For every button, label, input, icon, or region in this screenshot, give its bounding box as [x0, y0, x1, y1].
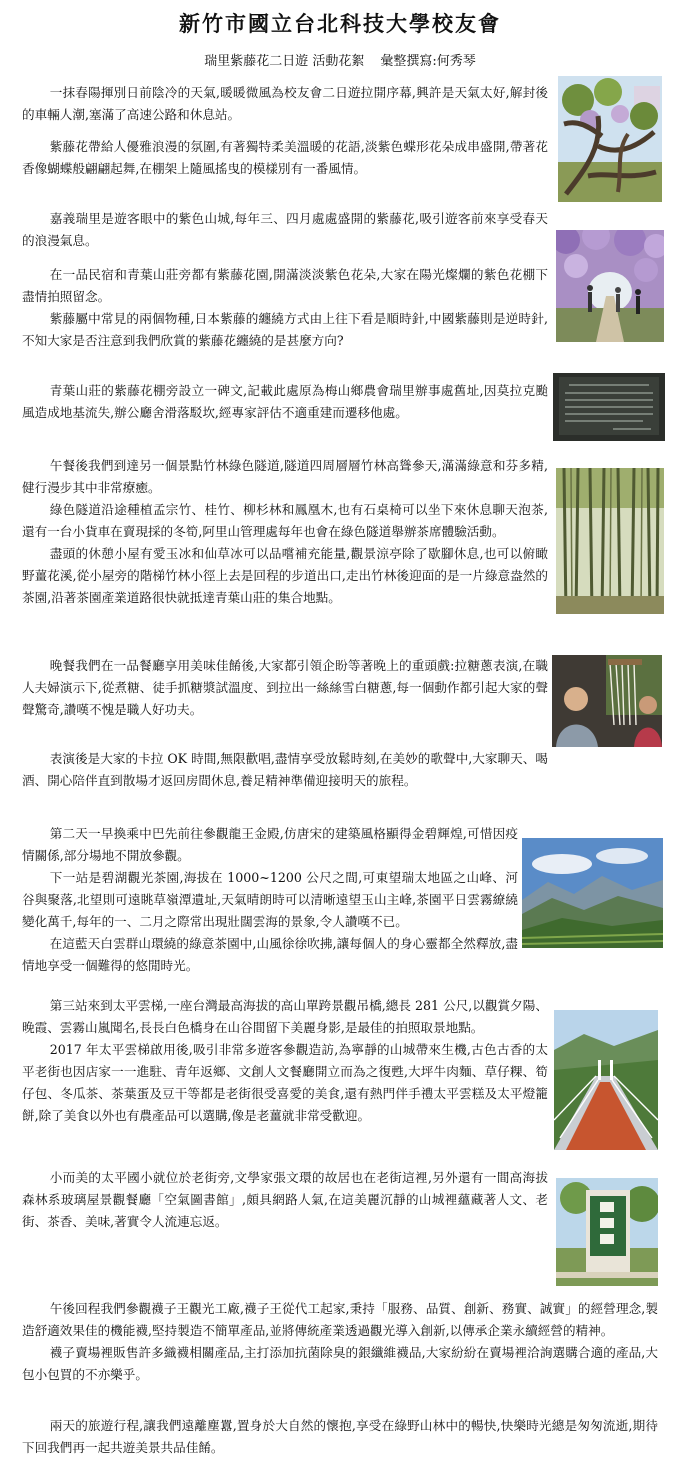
- paragraph: 午餐後我們到達另一個景點竹林綠色隧道,隧道四周層層竹林高聳參天,滿滿綠意和芬多精,健行漫步其中非常療癒。: [22, 458, 548, 495]
- wisteria-tunnel-photo: [556, 230, 664, 342]
- paragraph: 兩天的旅遊行程,讓我們遠離塵囂,置身於大自然的懷抱,享受在綠野山林中的暢快,快樂時光總是匆匆流逝,期待下回我們再一起共遊美景共品佳餚。: [22, 1418, 658, 1455]
- paragraph: 嘉義瑞里是遊客眼中的紫色山城,每年三、四月處處盛開的紫藤花,吸引遊客前來享受春天的浪漫氣息。: [22, 211, 548, 248]
- text-block: [22, 995, 548, 1127]
- text-block: [22, 380, 548, 424]
- paragraph: 下一站是碧湖觀光茶園,海拔在 1000~1200 公尺之間,可東望瑞太地區之山峰、河谷與聚落,北望則可遠眺草嶺潭遺址,天氣晴朗時可以清晰遠望玉山主峰,茶園平日雲霧繚繞變化萬千,每年的一、二月之際常出現壯闊雲海的景象,令人讚嘆不已。: [22, 870, 518, 929]
- text-block: [22, 82, 548, 126]
- page-title: 新竹市國立台北科技大學校友會: [179, 11, 501, 36]
- text-block: [22, 455, 548, 609]
- text-block: [22, 1298, 658, 1386]
- tea-garden-mountain-photo: [522, 838, 663, 948]
- author-credit: 彙整撰寫:何秀琴: [380, 54, 476, 69]
- text-block: [22, 208, 548, 252]
- paragraph: 晚餐我們在一品餐廳享用美味佳餚後,大家都引領企盼等著晚上的重頭戲:拉糖蔥表演,在職人夫婦演示下,從煮糖、徒手抓糖漿試溫度、到拉出一絲絲雪白糖蔥,每一個動作都引起大家的聲聲驚奇,讚嘆不愧是職人好功夫。: [22, 658, 548, 717]
- text-block: [22, 655, 548, 721]
- paragraph: 襪子賣場裡販售許多織襪相關產品,主打添加抗菌除臭的銀纖維襪品,大家紛紛在賣場裡洽詢選購合適的產品,大包小包買的不亦樂乎。: [22, 1345, 658, 1382]
- text-block: [22, 136, 548, 180]
- paragraph: 在這藍天白雲群山環繞的綠意茶園中,山風徐徐吹拂,讓每個人的身心靈都全然釋放,盡情地享受一個難得的悠閒時光。: [22, 936, 518, 973]
- paragraph: 第二天一早換乘中巴先前往參觀龍王金殿,仿唐宋的建築風格顯得金碧輝煌,可惜因疫情關係,部分場地不開放參觀。: [22, 826, 518, 863]
- paragraph: 表演後是大家的卡拉 OK 時間,無限歡唱,盡情享受放鬆時刻,在美妙的歌聲中,大家聊天、喝酒、開心陪伴直到散場才返回房間休息,養足精神準備迎接明天的旅程。: [22, 751, 548, 788]
- paragraph: 第三站來到太平雲梯,一座台灣最高海拔的高山單跨景觀吊橋,總長 281 公尺,以觀賞夕陽、晚霞、雲霧山嵐聞名,長長白色橋身在山谷間留下美麗身影,是最佳的拍照取景地點。: [22, 998, 548, 1035]
- article-title: 瑞里紫藤花二日遊 活動花絮: [204, 54, 365, 69]
- paragraph: 小而美的太平國小就位於老街旁,文學家張文環的故居也在老街這裡,另外還有一間高海拔森林系玻璃屋景觀餐廳「空氣圖書館」,頗具網路人氣,在這美麗沉靜的山城裡蘊藏著人文、老街、茶香、美味,著實令人流連忘返。: [22, 1170, 548, 1229]
- bamboo-forest-photo: [556, 468, 664, 614]
- paragraph: 一抹春陽揮別日前陰冷的天氣,暖暖微風為校友會二日遊拉開序幕,興許是天氣太好,解封後的車輛人潮,塞滿了高速公路和休息站。: [22, 85, 548, 122]
- paragraph: 綠色隧道沿途種植孟宗竹、桂竹、柳杉林和鳳凰木,也有石桌椅可以坐下來休息聊天泡茶,還有一台小貨車在賣現採的冬筍,阿里山管理處每年也會在綠色隧道舉辦茶席體驗活動。: [22, 502, 548, 539]
- text-block: [22, 1415, 658, 1459]
- paragraph: 盡頭的休憩小屋有愛玉冰和仙草冰可以品嚐補充能量,觀景涼亭除了歇腳休息,也可以俯瞰野薑花溪,從小屋旁的階梯竹林小徑上去是回程的步道出口,走出竹林後迎面的是一片綠意盎然的茶園,沿著茶園產業道路很快就抵達青葉山莊的集合地點。: [22, 546, 548, 605]
- paragraph: 青葉山莊的紫藤花棚旁設立一碑文,記載此處原為梅山鄉農會瑞里辦事處舊址,因莫拉克颱風造成地基流失,辦公廳舍滑落駁坎,經專家評估不適重建而遷移他處。: [22, 383, 548, 420]
- paragraph: 2017 年太平雲梯啟用後,吸引非常多遊客參觀造訪,為寧靜的山城帶來生機,古色古香的太平老街也因店家一一進駐、青年返鄉、文創人文餐廳開立而為之復甦,大坪牛肉麵、草仔粿、筍仔包、冬瓜茶、茶葉蛋及豆干等都是老街很受喜愛的美食,還有熱門伴手禮太平雲糕及太平燈籠餅,除了美食以外也有農產品可以選購,像是老薑就非常受歡迎。: [22, 1042, 548, 1123]
- stone-monument-photo: [553, 373, 665, 441]
- page-subtitle: [0, 50, 680, 69]
- sky-ladder-bridge-photo: [554, 1010, 658, 1150]
- text-block: [22, 823, 518, 977]
- taiping-school-sign-photo: [556, 1178, 658, 1286]
- text-block: [22, 264, 548, 352]
- candy-pulling-photo: [552, 655, 662, 747]
- text-block: [22, 1167, 548, 1233]
- paragraph: 紫藤花帶給人優雅浪漫的氛圍,有著獨特柔美溫暖的花語,淡紫色蝶形花朵成串盛開,帶著花香像蝴蝶般翩翩起舞,在棚架上隨風搖曳的模樣別有一番風情。: [22, 139, 548, 176]
- paragraph: 在一品民宿和青葉山莊旁都有紫藤花園,開滿淡淡紫色花朵,大家在陽光燦爛的紫色花棚下盡情拍照留念。: [22, 267, 548, 304]
- text-block: [22, 748, 548, 792]
- paragraph: 午後回程我們參觀襪子王觀光工廠,襪子王從代工起家,秉持「服務、品質、創新、務實、誠實」的經營理念,製造舒適效果佳的機能襪,堅持製造不簡單產品,並將傳統產業透過觀光導入創新,以傳承企業永續經營的精神。: [22, 1301, 658, 1338]
- paragraph: 紫藤屬中常見的兩個物種,日本紫藤的纏繞方式由上往下看是順時針,中國紫藤則是逆時針,不知大家是否注意到我們欣賞的紫藤花纏繞的是甚麼方向?: [22, 311, 548, 348]
- wisteria-tree-photo: [558, 76, 662, 202]
